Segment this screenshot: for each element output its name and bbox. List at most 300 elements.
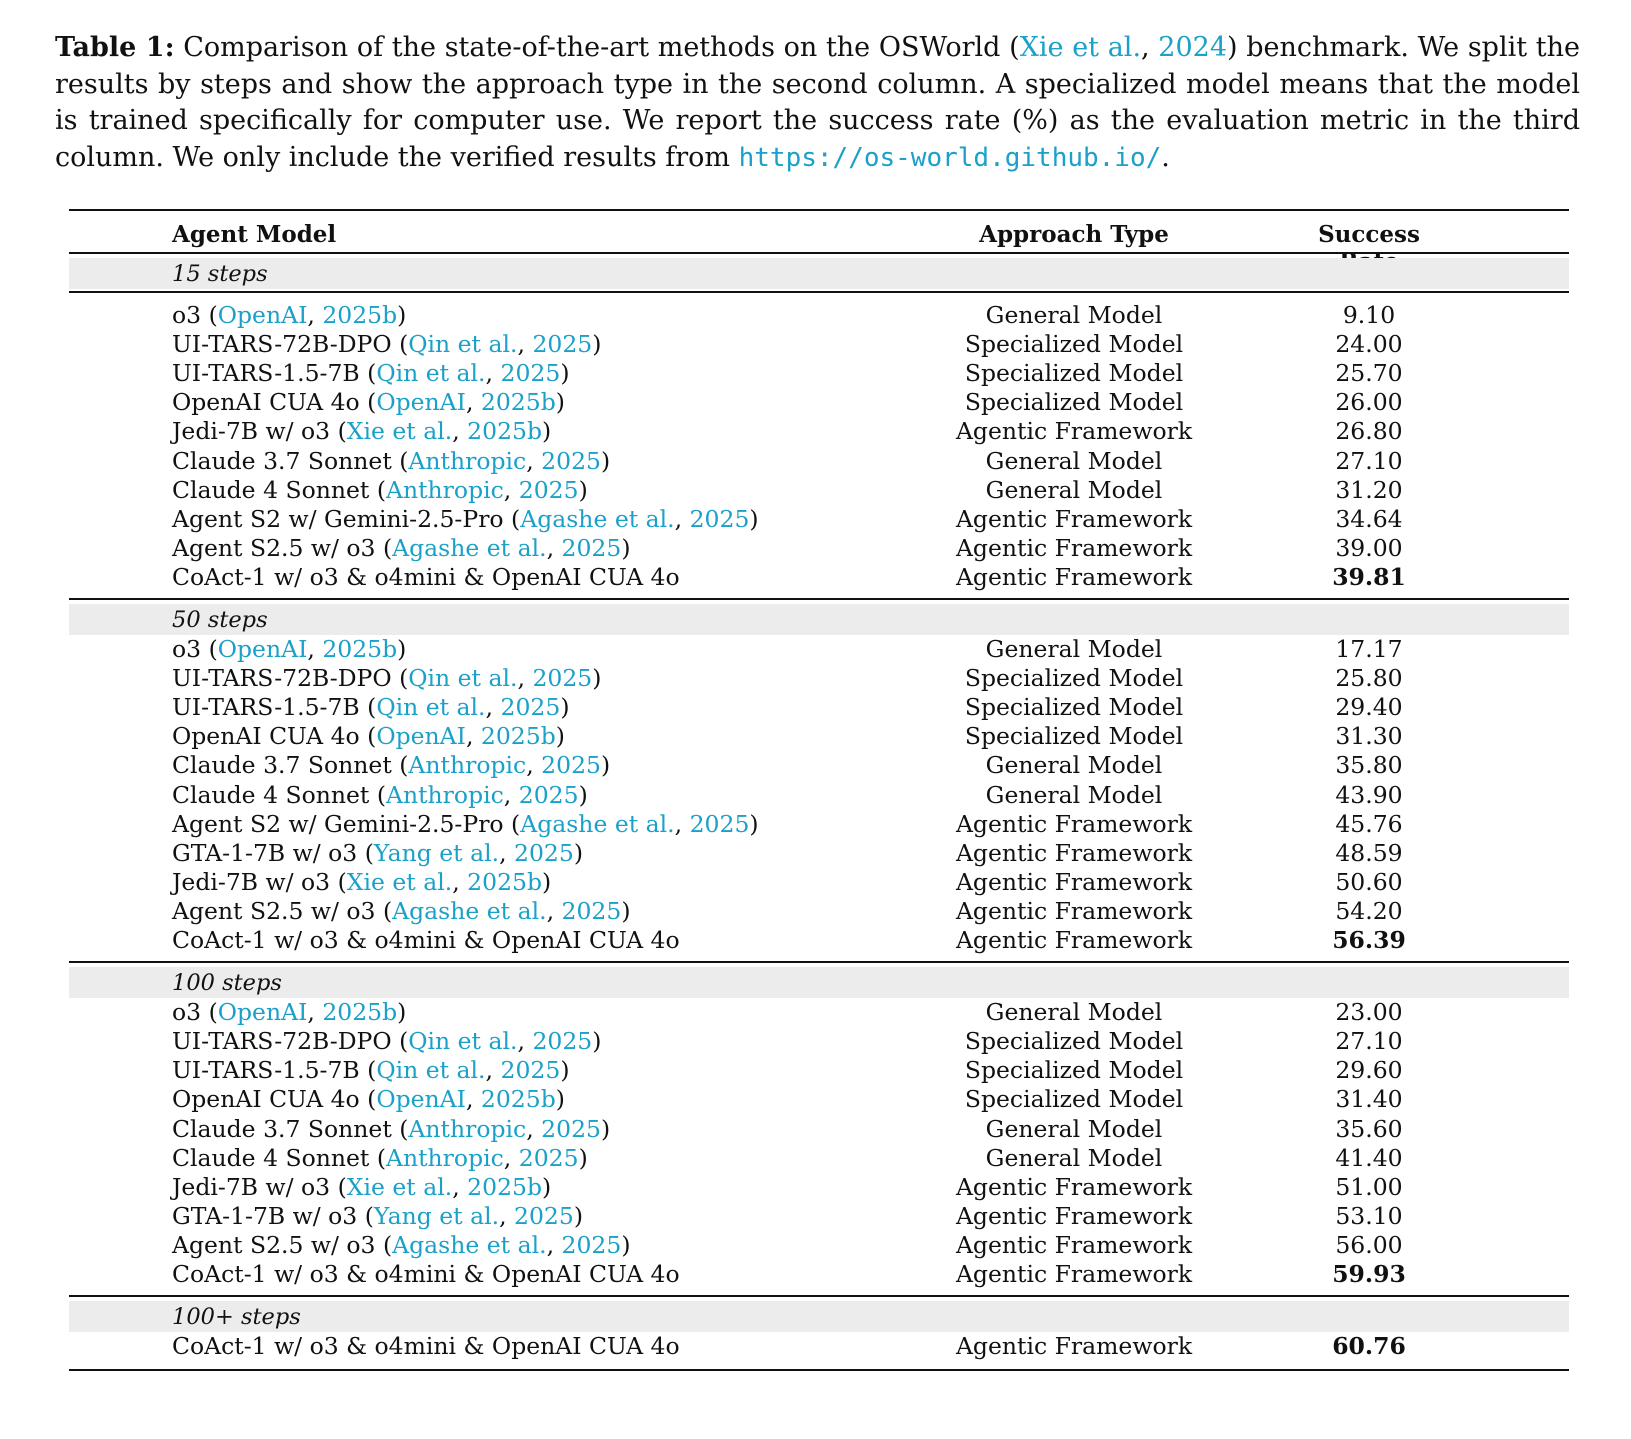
citation-year-link[interactable]: 2025b bbox=[467, 1172, 543, 1201]
citation-separator: , bbox=[452, 417, 468, 446]
approach-type-cell: General Model bbox=[985, 1114, 1163, 1143]
citation-separator: , bbox=[526, 446, 542, 475]
citation-year-link[interactable]: 2025 bbox=[541, 1114, 601, 1143]
citation-separator: , bbox=[526, 1114, 542, 1143]
approach-type-cell: Agentic Framework bbox=[955, 504, 1193, 533]
agent-model-name: Jedi-7B w/ o3 ( bbox=[172, 1172, 347, 1201]
table-row bbox=[69, 359, 1569, 389]
agent-model-cell bbox=[172, 388, 565, 416]
citation-year-link[interactable]: 2025 bbox=[518, 780, 579, 809]
citation-year-link[interactable]: 2025b bbox=[322, 998, 398, 1027]
citation-separator: , bbox=[465, 388, 481, 417]
citation-author-link[interactable]: OpenAI bbox=[376, 722, 466, 751]
citation-close: ) bbox=[749, 504, 759, 533]
table-row bbox=[69, 635, 1569, 665]
success-rate-cell: 39.00 bbox=[1335, 533, 1403, 562]
citation-separator: , bbox=[452, 867, 468, 896]
header-success-rate: Success bbox=[1318, 221, 1420, 248]
citation-separator: , bbox=[674, 504, 690, 533]
citation-separator: , bbox=[465, 1085, 481, 1114]
success-rate-cell: 39.81 bbox=[1332, 562, 1406, 591]
caption-text: Comparison of the state-of-the-art methods on the OSWorld ( bbox=[174, 32, 1020, 63]
table-header-row bbox=[69, 212, 1569, 254]
citation-separator: , bbox=[307, 635, 323, 663]
citation-author-link[interactable]: Xie et al. bbox=[346, 417, 453, 446]
citation-close: ) bbox=[560, 359, 570, 388]
header-agent-model: Agent Model bbox=[172, 221, 337, 248]
citation-author-link[interactable]: OpenAI bbox=[217, 301, 308, 329]
approach-type-cell: Specialized Model bbox=[964, 359, 1184, 388]
citation-author-link[interactable]: Xie et al. bbox=[346, 867, 453, 896]
success-rate-cell: 17.17 bbox=[1335, 635, 1403, 663]
agent-model-cell bbox=[172, 635, 406, 663]
citation-separator: , bbox=[452, 1172, 468, 1201]
citation-author-link[interactable]: Agashe et al. bbox=[392, 1230, 547, 1259]
agent-model-name: OpenAI CUA 4o ( bbox=[172, 388, 377, 417]
table-row bbox=[69, 447, 1569, 477]
citation-author-link[interactable]: Xie et al. bbox=[346, 1172, 453, 1201]
table-bottom-rule bbox=[69, 1369, 1569, 1371]
group-separator-rule bbox=[69, 1295, 1569, 1297]
citation-author-link[interactable]: Qin et al. bbox=[376, 693, 486, 722]
approach-type-cell: Agentic Framework bbox=[955, 1260, 1193, 1288]
citation-author-link[interactable]: Agashe et al. bbox=[520, 504, 675, 533]
success-rate-cell: 50.60 bbox=[1335, 867, 1403, 896]
citation-separator: , bbox=[485, 1056, 501, 1085]
agent-model-cell bbox=[172, 1260, 680, 1288]
agent-model-cell bbox=[172, 781, 588, 809]
approach-type-cell: Agentic Framework bbox=[955, 867, 1193, 896]
citation-close: ) bbox=[573, 838, 584, 867]
approach-type-cell: General Model bbox=[985, 780, 1163, 809]
citation-close: ) bbox=[555, 388, 565, 417]
citation-year-link[interactable]: 2025b bbox=[467, 867, 543, 896]
success-rate-cell: 25.80 bbox=[1335, 664, 1403, 693]
approach-type-cell: Specialized Model bbox=[964, 388, 1184, 417]
table-row bbox=[69, 810, 1569, 840]
citation-separator: , bbox=[485, 693, 501, 722]
agent-model-cell bbox=[172, 1085, 565, 1113]
citation-author-link[interactable]: Qin et al. bbox=[408, 330, 518, 359]
citation-close: ) bbox=[600, 751, 611, 780]
success-rate-cell: 51.00 bbox=[1335, 1172, 1403, 1201]
agent-model-cell bbox=[172, 301, 406, 329]
success-rate-cell: 29.40 bbox=[1335, 693, 1403, 722]
citation-close: ) bbox=[621, 896, 631, 925]
agent-model-name: Jedi-7B w/ o3 ( bbox=[172, 417, 347, 446]
success-rate-cell: 26.00 bbox=[1335, 388, 1403, 417]
table-row bbox=[69, 751, 1569, 781]
table-row bbox=[69, 1173, 1569, 1203]
citation-author-link[interactable]: Qin et al. bbox=[408, 664, 518, 693]
approach-type-cell: Agentic Framework bbox=[955, 533, 1193, 562]
table-row bbox=[69, 563, 1569, 593]
citation-separator: , bbox=[526, 751, 542, 780]
citation-close: ) bbox=[578, 780, 588, 809]
agent-model-cell bbox=[172, 897, 631, 925]
citation-author-link[interactable]: Anthropic bbox=[386, 475, 504, 504]
citation-year-link[interactable]: 2025 bbox=[514, 1201, 574, 1230]
citation-author-link[interactable]: Agashe et al. bbox=[392, 533, 547, 562]
agent-model-name: UI-TARS-1.5-7B ( bbox=[172, 359, 377, 388]
agent-model-name: o3 ( bbox=[172, 301, 218, 329]
approach-type-cell: Specialized Model bbox=[964, 664, 1184, 693]
agent-model-name: UI-TARS-72B-DPO ( bbox=[172, 330, 409, 359]
approach-type-cell: General Model bbox=[985, 475, 1163, 504]
approach-type-cell: Agentic Framework bbox=[955, 1230, 1193, 1259]
agent-model-cell bbox=[172, 1056, 569, 1084]
approach-type-cell: Agentic Framework bbox=[955, 562, 1193, 591]
citation-separator: , bbox=[485, 359, 501, 388]
agent-model-cell bbox=[172, 868, 551, 896]
agent-model-name: UI-TARS-72B-DPO ( bbox=[172, 664, 409, 693]
agent-model-cell bbox=[172, 1202, 583, 1230]
approach-type-cell: General Model bbox=[985, 998, 1163, 1027]
citation-year-link[interactable]: 2025 bbox=[532, 1027, 593, 1056]
success-rate-cell: 56.39 bbox=[1332, 926, 1406, 954]
group-separator-rule bbox=[69, 961, 1569, 963]
approach-type-cell: Specialized Model bbox=[964, 722, 1184, 751]
table-row bbox=[69, 534, 1569, 564]
agent-model-name: Agent S2.5 w/ o3 ( bbox=[172, 533, 393, 562]
citation-author-link[interactable]: Anthropic bbox=[408, 751, 527, 780]
agent-model-cell bbox=[172, 417, 551, 445]
citation-separator: , bbox=[517, 330, 533, 359]
table-row bbox=[69, 839, 1569, 869]
citation-year-link[interactable]: 2025 bbox=[518, 1143, 579, 1172]
citation-year-link[interactable]: 2025 bbox=[561, 896, 622, 925]
agent-model-name: GTA-1-7B w/ o3 ( bbox=[172, 838, 374, 867]
success-rate-cell: 59.93 bbox=[1332, 1260, 1406, 1288]
success-rate-cell: 34.64 bbox=[1335, 504, 1403, 533]
table-row bbox=[69, 1231, 1569, 1261]
agent-model-name: Agent S2.5 w/ o3 ( bbox=[172, 1230, 393, 1259]
table-row bbox=[69, 388, 1569, 418]
success-rate-cell: 54.20 bbox=[1335, 896, 1403, 925]
approach-type-cell: Specialized Model bbox=[964, 1027, 1184, 1056]
group-label: 100 steps bbox=[172, 970, 282, 997]
agent-model-cell bbox=[172, 751, 610, 779]
group-header-band bbox=[69, 1301, 1569, 1332]
citation-close: ) bbox=[560, 1056, 570, 1085]
group-header-band bbox=[69, 258, 1569, 289]
citation-author-link[interactable]: Anthropic bbox=[386, 780, 504, 809]
approach-type-cell: General Model bbox=[985, 1143, 1163, 1172]
agent-model-cell bbox=[172, 534, 631, 562]
citation-separator: , bbox=[307, 301, 323, 329]
citation-year-link[interactable]: 2025 bbox=[514, 838, 574, 867]
agent-model-cell bbox=[172, 1332, 680, 1360]
success-rate-cell: 27.10 bbox=[1335, 1027, 1403, 1056]
table-row bbox=[69, 1332, 1569, 1362]
approach-type-cell: General Model bbox=[985, 751, 1163, 780]
table-row bbox=[69, 868, 1569, 898]
table-caption bbox=[55, 30, 1580, 176]
agent-model-name: Agent S2 w/ Gemini-2.5-Pro ( bbox=[172, 504, 521, 533]
table-row bbox=[69, 1027, 1569, 1057]
caption-text: ) benchmark. We split the results by steps and show the approach type in the second column. A specialized model means that the model is trained specifically for computer use. We report the success rate (%) as the evaluation metric in the third column. We only include the verified results from bbox=[55, 32, 1580, 173]
table-row bbox=[69, 1260, 1569, 1290]
agent-model-cell bbox=[172, 476, 588, 504]
citation-year-link[interactable]: 2025 bbox=[689, 809, 750, 838]
group-label: 15 steps bbox=[172, 261, 268, 287]
approach-type-cell: Agentic Framework bbox=[955, 896, 1193, 925]
citation-year-link[interactable]: 2025 bbox=[561, 1230, 622, 1259]
citation-author-link[interactable]: Yang et al. bbox=[373, 1201, 500, 1230]
agent-model-cell bbox=[172, 839, 583, 867]
agent-model-cell bbox=[172, 1144, 588, 1172]
citation-close: ) bbox=[600, 446, 611, 475]
agent-model-name: o3 ( bbox=[172, 998, 218, 1027]
agent-model-cell bbox=[172, 693, 569, 721]
agent-model-name: OpenAI CUA 4o ( bbox=[172, 722, 377, 751]
agent-model-cell bbox=[172, 664, 601, 692]
approach-type-cell: Agentic Framework bbox=[955, 926, 1193, 954]
table-row bbox=[69, 1056, 1569, 1086]
caption-label: Table 1: bbox=[55, 32, 175, 63]
citation-close: ) bbox=[397, 301, 407, 329]
citation-separator: , bbox=[499, 1201, 515, 1230]
success-rate-cell: 31.40 bbox=[1335, 1085, 1403, 1114]
citation-year-link[interactable]: 2025b bbox=[467, 417, 543, 446]
citation-separator: , bbox=[465, 722, 481, 751]
citation-author-link[interactable]: Yang et al. bbox=[373, 838, 500, 867]
citation-year-link[interactable]: 2025b bbox=[480, 388, 556, 417]
agent-model-cell bbox=[172, 1027, 601, 1055]
success-rate-cell: 35.80 bbox=[1335, 751, 1403, 780]
citation-close: ) bbox=[578, 1143, 588, 1172]
citation-author-link[interactable]: OpenAI bbox=[217, 998, 308, 1027]
approach-type-cell: General Model bbox=[985, 301, 1163, 329]
citation-close: ) bbox=[555, 1085, 565, 1114]
citation-separator: , bbox=[674, 809, 690, 838]
agent-model-name: Claude 4 Sonnet ( bbox=[172, 1143, 386, 1172]
table-row bbox=[69, 505, 1569, 535]
agent-model-name: Jedi-7B w/ o3 ( bbox=[172, 867, 347, 896]
table-row bbox=[69, 897, 1569, 927]
citation-separator: , bbox=[546, 896, 562, 925]
table-row bbox=[69, 1085, 1569, 1115]
citation-separator: , bbox=[517, 1027, 533, 1056]
header-bottom-rule bbox=[69, 252, 1569, 254]
group-separator-rule bbox=[69, 291, 1569, 293]
agent-model-name: Claude 3.7 Sonnet ( bbox=[172, 446, 409, 475]
table-row bbox=[69, 1115, 1569, 1145]
agent-model-cell bbox=[172, 998, 406, 1026]
approach-type-cell: Specialized Model bbox=[964, 1085, 1184, 1114]
caption-text: . bbox=[1161, 141, 1170, 173]
success-rate-cell: 53.10 bbox=[1335, 1201, 1403, 1230]
agent-model-name: Claude 4 Sonnet ( bbox=[172, 780, 386, 809]
success-rate-cell: 31.30 bbox=[1335, 722, 1403, 751]
caption-url-link[interactable]: https://os-world.github.io/ bbox=[738, 142, 1162, 173]
agent-model-name: CoAct-1 w/ o3 & o4mini & OpenAI CUA 4o bbox=[172, 1260, 680, 1288]
citation-year-link[interactable]: 2025b bbox=[480, 722, 556, 751]
table-row bbox=[69, 926, 1569, 956]
citation-author-link[interactable]: Anthropic bbox=[408, 446, 527, 475]
citation-close: ) bbox=[600, 1114, 611, 1143]
table-row bbox=[69, 781, 1569, 811]
agent-model-cell bbox=[172, 1173, 551, 1201]
citation-close: ) bbox=[578, 475, 588, 504]
success-rate-cell: 48.59 bbox=[1335, 838, 1403, 867]
table-row bbox=[69, 722, 1569, 752]
agent-model-name: UI-TARS-72B-DPO ( bbox=[172, 1027, 409, 1056]
citation-year-link[interactable]: 2025b bbox=[322, 635, 398, 663]
success-rate-cell: 56.00 bbox=[1335, 1230, 1403, 1259]
citation-author-link[interactable]: Anthropic bbox=[408, 1114, 527, 1143]
citation-close: ) bbox=[560, 693, 570, 722]
caption-citation-author[interactable]: Xie et al. bbox=[1019, 32, 1142, 63]
group-label: 50 steps bbox=[172, 607, 268, 633]
citation-year-link[interactable]: 2025 bbox=[689, 504, 750, 533]
citation-year-link[interactable]: 2025 bbox=[500, 693, 561, 722]
approach-type-cell: General Model bbox=[985, 635, 1163, 663]
success-rate-cell: 29.60 bbox=[1335, 1056, 1403, 1085]
success-rate-cell: 23.00 bbox=[1335, 998, 1403, 1027]
agent-model-cell bbox=[172, 447, 610, 475]
citation-close: ) bbox=[397, 998, 407, 1027]
table-row bbox=[69, 664, 1569, 694]
citation-year-link[interactable]: 2025 bbox=[518, 475, 579, 504]
agent-model-cell bbox=[172, 1231, 631, 1259]
table-row bbox=[69, 301, 1569, 331]
citation-author-link[interactable]: Agashe et al. bbox=[392, 896, 547, 925]
agent-model-name: Claude 3.7 Sonnet ( bbox=[172, 751, 409, 780]
citation-year-link[interactable]: 2025 bbox=[541, 446, 601, 475]
citation-close: ) bbox=[397, 635, 407, 663]
success-rate-cell: 27.10 bbox=[1335, 446, 1403, 475]
agent-model-name: CoAct-1 w/ o3 & o4mini & OpenAI CUA 4o bbox=[172, 1332, 680, 1361]
agent-model-name: OpenAI CUA 4o ( bbox=[172, 1085, 377, 1114]
agent-model-name: o3 ( bbox=[172, 635, 218, 663]
agent-model-cell bbox=[172, 926, 680, 954]
table-row bbox=[69, 330, 1569, 360]
table-row bbox=[69, 693, 1569, 723]
approach-type-cell: Agentic Framework bbox=[955, 417, 1193, 446]
agent-model-name: Agent S2.5 w/ o3 ( bbox=[172, 896, 393, 925]
success-rate-cell: 25.70 bbox=[1335, 359, 1403, 388]
citation-close: ) bbox=[573, 1201, 584, 1230]
success-rate-cell: 26.80 bbox=[1335, 417, 1403, 446]
caption-citation-year[interactable]: 2024 bbox=[1158, 32, 1228, 63]
table-top-rule bbox=[69, 209, 1569, 211]
approach-type-cell: Agentic Framework bbox=[955, 1332, 1193, 1361]
citation-year-link[interactable]: 2025 bbox=[532, 330, 593, 359]
agent-model-cell bbox=[172, 722, 565, 750]
success-rate-cell: 41.40 bbox=[1335, 1143, 1403, 1172]
success-rate-cell: 43.90 bbox=[1335, 780, 1403, 809]
citation-close: ) bbox=[592, 330, 602, 359]
citation-year-link[interactable]: 2025 bbox=[532, 664, 593, 693]
success-rate-cell: 9.10 bbox=[1342, 301, 1396, 329]
group-header-band bbox=[69, 967, 1569, 998]
approach-type-cell: General Model bbox=[985, 446, 1163, 475]
agent-model-name: GTA-1-7B w/ o3 ( bbox=[172, 1201, 374, 1230]
group-header-band bbox=[69, 604, 1569, 635]
citation-close: ) bbox=[592, 1027, 602, 1056]
success-rate-cell: 24.00 bbox=[1335, 330, 1403, 359]
citation-year-link[interactable]: 2025 bbox=[541, 751, 601, 780]
citation-separator: , bbox=[546, 533, 562, 562]
citation-separator: , bbox=[499, 838, 515, 867]
approach-type-cell: Agentic Framework bbox=[955, 838, 1193, 867]
agent-model-name: CoAct-1 w/ o3 & o4mini & OpenAI CUA 4o bbox=[172, 562, 680, 591]
agent-model-cell bbox=[172, 505, 759, 533]
agent-model-name: Agent S2 w/ Gemini-2.5-Pro ( bbox=[172, 809, 521, 838]
approach-type-cell: Specialized Model bbox=[964, 1056, 1184, 1085]
citation-separator: , bbox=[307, 998, 323, 1027]
citation-close: ) bbox=[542, 417, 552, 446]
agent-model-name: UI-TARS-1.5-7B ( bbox=[172, 1056, 377, 1085]
citation-separator: , bbox=[517, 664, 533, 693]
citation-author-link[interactable]: Anthropic bbox=[386, 1143, 504, 1172]
citation-author-link[interactable]: OpenAI bbox=[376, 388, 466, 417]
table-row bbox=[69, 1144, 1569, 1174]
citation-close: ) bbox=[621, 1230, 631, 1259]
citation-year-link[interactable]: 2025 bbox=[561, 533, 622, 562]
agent-model-name: Claude 3.7 Sonnet ( bbox=[172, 1114, 409, 1143]
citation-author-link[interactable]: Qin et al. bbox=[376, 1056, 486, 1085]
citation-author-link[interactable]: OpenAI bbox=[217, 635, 308, 663]
citation-separator: , bbox=[503, 475, 519, 504]
approach-type-cell: Specialized Model bbox=[964, 693, 1184, 722]
success-rate-cell: 31.20 bbox=[1335, 475, 1403, 504]
citation-separator: , bbox=[546, 1230, 562, 1259]
citation-year-link[interactable]: 2025 bbox=[500, 1056, 561, 1085]
citation-close: ) bbox=[542, 867, 552, 896]
approach-type-cell: Specialized Model bbox=[964, 330, 1184, 359]
agent-model-cell bbox=[172, 810, 759, 838]
group-label: 100+ steps bbox=[172, 1304, 301, 1331]
approach-type-cell: Agentic Framework bbox=[955, 1201, 1193, 1230]
header-approach-type: Approach Type bbox=[979, 221, 1169, 248]
citation-year-link[interactable]: 2025b bbox=[322, 301, 398, 329]
citation-author-link[interactable]: Agashe et al. bbox=[520, 809, 675, 838]
agent-model-cell bbox=[172, 1115, 610, 1143]
citation-separator: , bbox=[503, 780, 519, 809]
success-rate-cell: 45.76 bbox=[1335, 809, 1403, 838]
agent-model-name: Claude 4 Sonnet ( bbox=[172, 475, 386, 504]
caption-text: , bbox=[1141, 32, 1159, 63]
agent-model-cell bbox=[172, 563, 680, 591]
table-row bbox=[69, 998, 1569, 1028]
agent-model-name: UI-TARS-1.5-7B ( bbox=[172, 693, 377, 722]
agent-model-cell bbox=[172, 330, 601, 358]
group-separator-rule bbox=[69, 598, 1569, 600]
citation-author-link[interactable]: Qin et al. bbox=[376, 359, 486, 388]
citation-year-link[interactable]: 2025 bbox=[500, 359, 561, 388]
citation-close: ) bbox=[621, 533, 631, 562]
agent-model-cell bbox=[172, 359, 569, 387]
approach-type-cell: Agentic Framework bbox=[955, 809, 1193, 838]
table-row bbox=[69, 476, 1569, 506]
citation-separator: , bbox=[503, 1143, 519, 1172]
success-rate-cell: 60.76 bbox=[1332, 1332, 1406, 1361]
approach-type-cell: Agentic Framework bbox=[955, 1172, 1193, 1201]
citation-author-link[interactable]: Qin et al. bbox=[408, 1027, 518, 1056]
citation-close: ) bbox=[542, 1172, 552, 1201]
citation-close: ) bbox=[592, 664, 602, 693]
citation-close: ) bbox=[555, 722, 565, 751]
table-row bbox=[69, 417, 1569, 447]
agent-model-name: CoAct-1 w/ o3 & o4mini & OpenAI CUA 4o bbox=[172, 926, 680, 954]
table-row bbox=[69, 1202, 1569, 1232]
citation-close: ) bbox=[749, 809, 759, 838]
citation-year-link[interactable]: 2025b bbox=[480, 1085, 556, 1114]
citation-author-link[interactable]: OpenAI bbox=[376, 1085, 466, 1114]
success-rate-cell: 35.60 bbox=[1335, 1114, 1403, 1143]
